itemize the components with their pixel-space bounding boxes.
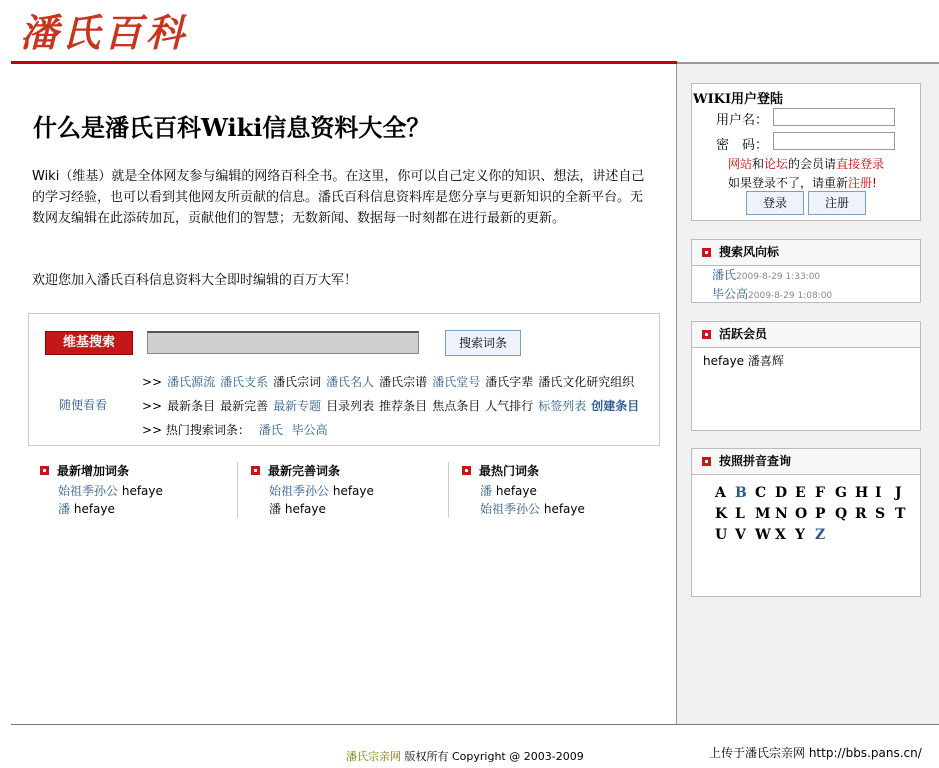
list-header <box>462 462 662 479</box>
category-link[interactable]: 潘氏宗谱 <box>379 375 428 389</box>
active-title: 活跃会员 <box>719 327 768 341</box>
entry-link[interactable]: 潘 <box>58 502 71 516</box>
list-item <box>480 482 662 500</box>
entry-link[interactable]: 潘 <box>480 484 493 498</box>
trend-item <box>712 286 920 305</box>
category-link[interactable]: 潘氏字辈 <box>485 375 534 389</box>
list-header <box>251 462 451 479</box>
note-text: 和 <box>752 157 765 171</box>
pinyin-letter-n[interactable]: N <box>775 506 788 522</box>
trend-time: 2009-8-29 1:33:00 <box>736 272 821 282</box>
pinyin-letter-x[interactable]: X <box>775 527 786 543</box>
trend-link[interactable]: 毕公高 <box>712 287 749 301</box>
pinyin-letter-d[interactable]: D <box>775 485 788 501</box>
register-link[interactable]: 注册 <box>848 176 873 190</box>
bullet-icon <box>40 466 49 475</box>
forum-link[interactable]: 论坛 <box>764 157 789 171</box>
active-members: hefaye 潘喜辉 <box>703 354 784 368</box>
pinyin-letter-v[interactable]: V <box>735 527 746 543</box>
header-divider <box>11 61 677 64</box>
list-title: 最新完善词条 <box>268 464 341 478</box>
pinyin-letter-k[interactable]: K <box>715 506 728 522</box>
list-item <box>58 482 240 500</box>
site-logo[interactable] <box>20 4 188 54</box>
intro-text: Wiki（维基）就是全体网友参与编辑的网络百科全书。在这里，你可以自己定义你的知识、想法，讲述自己的学习经验，也可以看到其他网友所贡献的信息。潘氏百科信息资料库是您分享与更新知识的全新平台。无数网友编辑在此添砖加瓦，贡献他们的智慧；无数新闻、数据每一时刻都在进行最新的更新。 <box>32 169 645 226</box>
register-button[interactable]: 注册 <box>808 191 866 215</box>
bullet-icon <box>702 330 711 339</box>
list-item <box>269 500 451 518</box>
row-prefix: >> <box>142 399 163 413</box>
random-browse-link[interactable]: 随便看看 <box>59 398 108 412</box>
footer-copyright: 版权所有 Copyright @ 2003-2009 <box>404 750 584 763</box>
entry-user: hefaye <box>332 484 374 498</box>
trends-header <box>692 240 920 266</box>
list-divider <box>237 462 238 518</box>
list-item <box>480 500 662 518</box>
entry-user: hefaye <box>73 502 115 516</box>
register-note <box>728 174 877 191</box>
latest-updated-list <box>251 462 451 518</box>
password-label: 密 码： <box>716 138 769 153</box>
direct-login-link[interactable]: 直接登录 <box>836 157 885 171</box>
pinyin-letter-a[interactable]: A <box>715 485 726 501</box>
login-title: WIKI用户登陆 <box>693 92 784 107</box>
pinyin-letter-j[interactable]: J <box>895 485 902 501</box>
row-prefix: >> <box>142 375 163 389</box>
footer <box>346 748 584 764</box>
entry-user: hefaye <box>284 502 326 516</box>
entry-user: hefaye <box>543 502 585 516</box>
pinyin-header <box>692 449 920 475</box>
browse-link[interactable]: 人气排行 <box>485 399 534 413</box>
browse-link[interactable]: 标签列表 <box>538 399 587 413</box>
bullet-icon <box>462 466 471 475</box>
list-header <box>40 462 240 479</box>
site-logo-text: 潘氏百科 <box>20 9 189 55</box>
login-button[interactable]: 登录 <box>746 191 804 215</box>
pinyin-letter-t[interactable]: T <box>895 506 906 522</box>
browse-link[interactable]: 最新完善 <box>220 399 269 413</box>
entry-link[interactable]: 始祖季孙公 <box>480 502 541 516</box>
pinyin-letter-l[interactable]: L <box>735 506 745 522</box>
browse-link[interactable]: 推荐条目 <box>379 399 428 413</box>
bullet-icon <box>702 457 711 466</box>
hot-search-row <box>142 421 333 438</box>
pinyin-letter-o[interactable]: O <box>795 506 808 522</box>
search-input[interactable] <box>147 331 419 354</box>
page-title: 什么是潘氏百科Wiki信息资料大全？ <box>33 113 431 142</box>
username-label: 用户名： <box>716 113 769 128</box>
active-header <box>692 322 920 348</box>
pinyin-letter-u[interactable]: U <box>715 527 728 543</box>
password-input[interactable] <box>773 132 895 150</box>
footer-divider <box>11 724 939 725</box>
entry-user: hefaye <box>121 484 163 498</box>
footer-site-link[interactable]: 潘氏宗亲网 <box>346 750 401 763</box>
browse-link[interactable]: 最新专题 <box>273 399 322 413</box>
active-members-panel <box>691 321 921 431</box>
entry-user: hefaye <box>495 484 537 498</box>
list-divider <box>448 462 449 518</box>
bullet-icon <box>251 466 260 475</box>
browse-link[interactable]: 焦点条目 <box>432 399 481 413</box>
browse-link[interactable]: 最新条目 <box>167 399 216 413</box>
trends-panel <box>691 239 921 303</box>
pinyin-letter-c[interactable]: C <box>755 485 767 501</box>
pinyin-letter-m[interactable]: M <box>755 506 771 522</box>
pinyin-title: 按照拼音查询 <box>719 454 792 468</box>
hot-search-label: >> 热门搜索词条： <box>142 423 250 437</box>
browse-row <box>142 397 639 414</box>
pinyin-letter-h[interactable]: H <box>855 485 869 501</box>
pinyin-letter-w[interactable]: W <box>755 527 771 543</box>
site-link[interactable]: 网站 <box>728 157 753 171</box>
entry-link[interactable]: 潘 <box>269 502 282 516</box>
pinyin-letter-y[interactable]: Y <box>795 527 805 543</box>
note-text: 的会员请 <box>788 157 837 171</box>
pinyin-letter-s[interactable]: S <box>875 506 886 522</box>
entry-link[interactable]: 始祖季孙公 <box>58 484 119 498</box>
pinyin-letter-z[interactable]: Z <box>815 527 826 543</box>
upload-note: 上传于潘氏宗亲网 http://bbs.pans.cn/ <box>709 746 922 760</box>
welcome-text: 欢迎您加入潘氏百科信息资料大全即时编辑的百万大军！ <box>32 273 358 288</box>
create-entry-link[interactable]: 创建条目 <box>591 399 640 413</box>
browse-link[interactable]: 目录列表 <box>326 399 375 413</box>
login-note <box>728 155 884 172</box>
note-text: ! <box>872 176 877 190</box>
username-input[interactable] <box>773 108 895 126</box>
pinyin-panel <box>691 448 921 597</box>
hot-search-link[interactable]: 潘氏 <box>258 423 283 437</box>
pinyin-letter-r[interactable]: R <box>855 506 867 522</box>
wiki-search-badge: 维基搜索 <box>45 331 133 355</box>
list-item <box>58 500 240 518</box>
pinyin-letter-p[interactable]: P <box>815 506 826 522</box>
pinyin-letter-f[interactable]: F <box>815 485 825 501</box>
note-text: 如果登录不了，请重新 <box>728 176 849 190</box>
pinyin-letter-g[interactable]: G <box>835 485 847 501</box>
hottest-list <box>462 462 662 518</box>
list-item <box>269 482 451 500</box>
pinyin-letter-q[interactable]: Q <box>835 506 848 522</box>
trend-link[interactable]: 潘氏 <box>712 268 737 282</box>
search-button[interactable]: 搜索词条 <box>445 330 521 356</box>
latest-added-list <box>40 462 240 518</box>
bullet-icon <box>702 248 711 257</box>
category-link[interactable]: 潘氏文化研究组织 <box>538 375 635 389</box>
category-link[interactable]: 潘氏源流 <box>167 375 216 389</box>
category-link[interactable]: 潘氏堂号 <box>432 375 481 389</box>
trend-time: 2009-8-29 1:08:00 <box>748 291 833 301</box>
trends-title: 搜索风向标 <box>719 245 780 259</box>
category-link[interactable]: 潘氏宗词 <box>273 375 322 389</box>
pinyin-letters <box>715 483 915 546</box>
pinyin-letter-i[interactable]: I <box>875 485 882 501</box>
pinyin-letter-b[interactable]: B <box>735 485 747 501</box>
trend-item <box>712 267 920 286</box>
list-title: 最新增加词条 <box>57 464 130 478</box>
pinyin-letter-e[interactable]: E <box>795 485 806 501</box>
category-row <box>142 373 639 390</box>
entry-link[interactable]: 始祖季孙公 <box>269 484 330 498</box>
category-link[interactable]: 潘氏名人 <box>326 375 375 389</box>
category-link[interactable]: 潘氏支系 <box>220 375 269 389</box>
wiki-search-panel <box>28 313 660 446</box>
list-title: 最热门词条 <box>479 464 540 478</box>
hot-search-link[interactable]: 毕公高 <box>291 423 328 437</box>
login-panel <box>691 83 921 221</box>
